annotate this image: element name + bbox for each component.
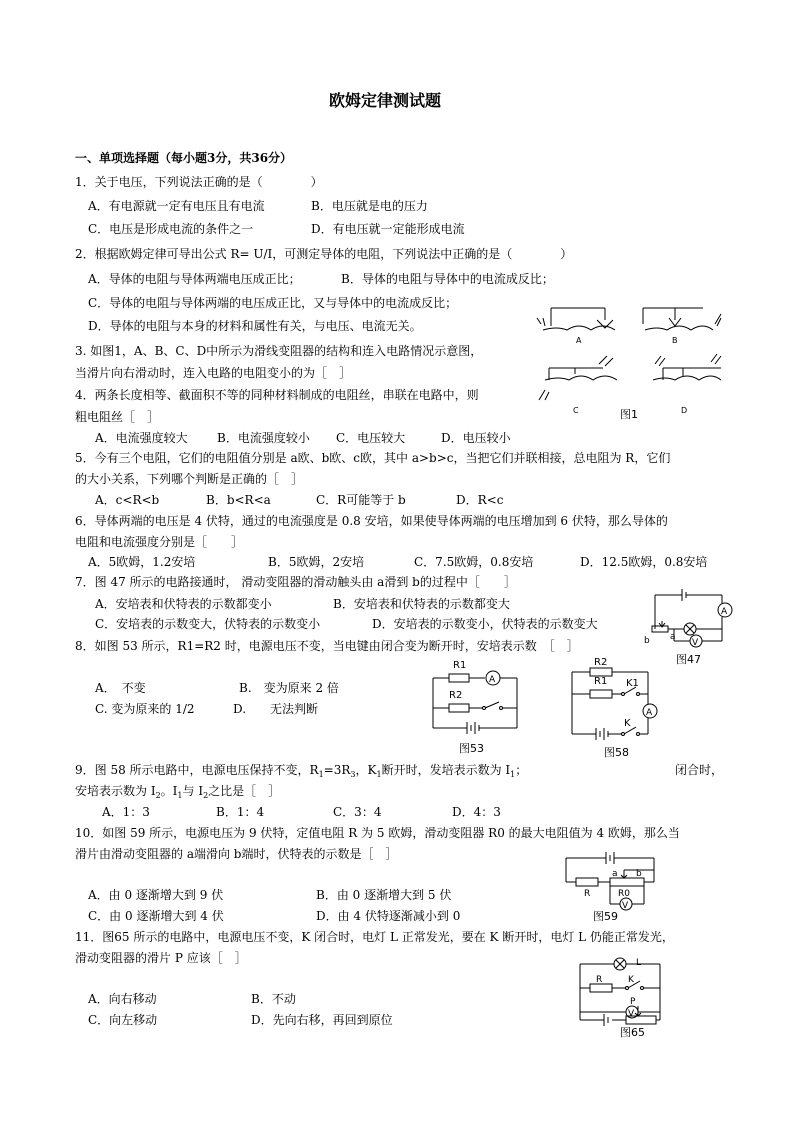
fig1-label-b: B: [672, 336, 678, 345]
q1-option-c: C．电压是形成电流的条件之一: [88, 222, 254, 236]
fig53-label-R2: R2: [449, 690, 463, 701]
q7-option-c: C．安培表的示数变大，伏特表的示数变小: [95, 617, 321, 631]
q1-stem: 1．关于电压，下列说法正确的是（ ）: [75, 175, 323, 189]
q5-option-c: C．R可能等于 b: [316, 493, 406, 507]
fig59-rheostat-r0: [610, 878, 644, 886]
q9-sub: 1: [177, 791, 183, 800]
fig53-label-A: A: [489, 675, 496, 685]
fig1-label-d: D: [681, 406, 688, 415]
fig47-label-A: A: [721, 607, 728, 617]
fig58-label-R2: R2: [594, 657, 608, 668]
fig65-label-V: V: [628, 1009, 635, 1019]
fig65-caption: 图65: [620, 1026, 645, 1038]
q9-text-4: 断开时，发培表示数为 I: [381, 763, 511, 777]
fig58-label-A: A: [646, 708, 653, 718]
q4-line1: 4．两条长度相等、截面积不等的同种材料制成的电阻丝，串联在电路中，则: [75, 388, 479, 402]
q5-line2: 的大小关系，下列哪个判断是正确的［ ］: [75, 472, 304, 486]
q2-stem: 2．根据欧姆定律可导出公式 R= U/I，可测定导体的电阻，下列说法中正确的是（ ）: [75, 247, 573, 261]
page-title: 欧姆定律测试题: [329, 91, 442, 110]
q1-option-d: D．有电压就一定能形成电流: [311, 222, 465, 236]
fig65-resistor-r: [590, 984, 612, 992]
fig58-label-R1: R1: [594, 676, 608, 687]
q7-option-d: D．安培表的示数变小，伏特表的示数变大: [372, 617, 598, 631]
fig58-caption: 图58: [604, 746, 629, 759]
fig1-label-c: C: [573, 406, 579, 415]
q9-sub: 1: [376, 770, 382, 779]
q5-line1: 5．今有三个电阻，它们的电阻值分别是 a欧、b欧、c欧，其中 a>b>c，当把它们并联相接，总电阻为 R，它们: [75, 451, 671, 465]
q6-option-d: D．12.5欧姆，0.8安培: [580, 555, 708, 569]
q9-option-a: A．1：3: [102, 805, 150, 819]
q10-line2: 滑片由滑动变阻器的 a端滑向 b端时，伏特表的示数是［ ］: [75, 847, 398, 861]
q5-option-a: A．c<R<b: [95, 493, 160, 507]
q10-option-a: A．由 0 逐渐增大到 9 伏: [88, 888, 224, 902]
q4-option-c: C．电压较大: [336, 431, 406, 445]
section-heading: 一、单项选择题（每小题3分，共36分）: [75, 151, 293, 165]
q8-option-a: A． 不变: [95, 681, 146, 695]
q8-stem: 8．如图 53 所示，R1=R2 时，电源电压不变，当电键由闭合变为断开时，安培表示数 ［ ］: [75, 639, 579, 653]
q10-option-d: D．由 4 伏特逐渐减小到 0: [316, 909, 461, 923]
q3-line2: 当滑片向右滑动时，连入电路的电阻变小的为［ ］: [75, 366, 352, 380]
q2-option-d: D．导体的电阻与本身的材料和属性有关，与电压、电流无关。: [88, 319, 422, 333]
figure-1: [535, 300, 725, 425]
fig47-label-b: b: [644, 636, 650, 646]
q4-line2: 粗电阻丝［ ］: [75, 410, 160, 424]
q6-line2: 电阻和电流强度分别是［ ］: [75, 535, 244, 549]
q4-option-d: D．电压较小: [441, 431, 511, 445]
q11-option-c: C．向左移动: [88, 1013, 158, 1027]
q9-line2: [75, 784, 280, 800]
q9-option-c: C．3：4: [333, 805, 382, 819]
fig53-resistor-r1: [449, 674, 469, 682]
q11-option-a: A．向右移动: [88, 992, 157, 1006]
q9-sub: 2: [203, 791, 209, 800]
fig58-resistor-r2: [590, 668, 612, 676]
q9-text-6: 安培表示数为 I: [75, 784, 156, 798]
fig53-label-R1: R1: [453, 660, 467, 671]
fig59-label-R: R: [584, 889, 591, 899]
q10-option-c: C．由 0 逐渐增大到 4 伏: [88, 909, 224, 923]
figure-65: [574, 954, 674, 1038]
fig47-rheostat: [652, 626, 668, 632]
q9-sub: 3: [350, 770, 356, 779]
fig1-diagram-c: [539, 356, 617, 415]
fig58-label-K: K: [624, 718, 631, 729]
fig59-resistor-r: [576, 878, 598, 886]
q9-text-7: 。I: [160, 784, 178, 798]
q2-option-a: A．导体的电阻与导体两端电压成正比；: [88, 272, 301, 286]
fig59-label-b: b: [636, 869, 642, 879]
q10-option-b: B．由 0 逐渐增大到 5 伏: [316, 888, 452, 902]
fig65-label-P: P: [630, 997, 636, 1007]
figure-58: [568, 654, 664, 760]
q9-sub: 1: [318, 770, 324, 779]
q11-line2: 滑动变阻器的滑片 P 应该［ ］: [75, 951, 247, 965]
q9-text-9: 之比是［ ］: [208, 784, 281, 798]
fig53-resistor-r2: [449, 704, 469, 712]
fig1-diagram-d: [653, 354, 721, 415]
q8-option-d: D. 无法判断: [233, 702, 319, 716]
q6-line1: 6．导体两端的电压是 4 伏特，通过的电流强度是 0.8 安培，如果使导体两端的电压增加到 6 伏特，那么导体的: [75, 514, 668, 528]
fig59-label-a: a: [612, 869, 618, 879]
q9-sub: 2: [155, 791, 161, 800]
fig65-label-K: K: [628, 975, 634, 985]
figure-59: [560, 848, 664, 924]
q7-stem: 7．图 47 所示的电路接通时， 滑动变阻器的滑动触头由 a滑到 b的过程中［ ］: [75, 575, 516, 589]
fig1-diagram-a: [537, 308, 615, 345]
q11-option-b: B．不动: [251, 992, 296, 1006]
q6-option-c: C．7.5欧姆，0.8安培: [414, 555, 534, 569]
q9-line1: [75, 763, 527, 779]
q1-option-a: A．有电源就一定有电压且有电流: [88, 199, 265, 213]
q11-line1: 11．图65 所示的电路中，电源电压不变，K 闭合时，电灯 L 正常发光，要在 K 断开时，电灯 L 仍能正常发光，: [75, 930, 674, 944]
q9-option-b: B．1：4: [216, 805, 265, 819]
fig1-diagram-b: [643, 308, 721, 345]
figure-53: [425, 656, 525, 756]
fig58-label-K1: K1: [626, 678, 639, 689]
q9-closed-text: 闭合时，: [675, 763, 724, 777]
fig58-resistor-r1: [590, 690, 612, 698]
q5-option-b: B．b<R<a: [206, 493, 271, 507]
q7-option-b: B．安培表和伏特表的示数都变大: [333, 597, 510, 611]
fig47-caption: 图47: [676, 653, 701, 666]
fig1-caption: 图1: [620, 408, 638, 421]
q9-text-3: ，K: [355, 763, 377, 777]
q6-option-b: B．5欧姆，2安培: [268, 555, 365, 569]
q1-option-b: B．电压就是电的压力: [311, 199, 428, 213]
fig53-caption: 图53: [459, 742, 484, 755]
q4-option-b: B．电流强度较小: [217, 431, 310, 445]
q11-option-d: D．先向右移，再回到原位: [251, 1013, 393, 1027]
fig59-label-R0: R0: [618, 889, 630, 899]
fig65-label-R: R: [596, 975, 603, 985]
fig1-label-a: A: [576, 336, 582, 345]
fig65-label-L: L: [636, 958, 642, 968]
fig47-label-a: a: [670, 632, 676, 642]
fig47-label-V: V: [692, 638, 699, 648]
q2-option-b: B．导体的电阻与导体中的电流成反比；: [341, 272, 554, 286]
q9-option-d: D．4：3: [452, 805, 501, 819]
q9-text-8: 与 I: [182, 784, 204, 798]
q3-line1: 3. 如图1，A、B、C、D中所示为滑线变阻器的结构和连入电路情况示意图，: [75, 344, 483, 358]
fig59-caption: 图59: [593, 910, 618, 923]
q9-text-2: =3R: [323, 763, 351, 777]
q5-option-d: D．R<c: [456, 493, 504, 507]
q7-option-a: A．安培表和伏特表的示数都变小: [95, 597, 272, 611]
q9-sub: 1: [510, 770, 516, 779]
q9-text-1: 9．图 58 所示电路中，电源电压保持不变，R: [75, 763, 319, 777]
q2-option-c: C．导体的电阻与导体两端的电压成正比，又与导体中的电流成反比；: [88, 296, 458, 310]
q8-option-c: C. 变为原来的 1/2: [95, 702, 195, 716]
q10-line1: 10．如图 59 所示，电源电压为 9 伏特，定值电阻 R 为 5 欧姆，滑动变阻器 R0 的最大电阻值为 4 欧姆，那么当: [75, 826, 680, 840]
q4-option-a: A．电流强度较大: [95, 431, 188, 445]
fig59-label-V: V: [622, 901, 629, 911]
q6-option-a: A．5欧姆，1.2安培: [88, 555, 196, 569]
fig53-switch: [485, 702, 499, 708]
q9-text-5: ；: [515, 763, 528, 777]
q8-option-b: B. 变为原来 2 倍: [239, 681, 339, 695]
